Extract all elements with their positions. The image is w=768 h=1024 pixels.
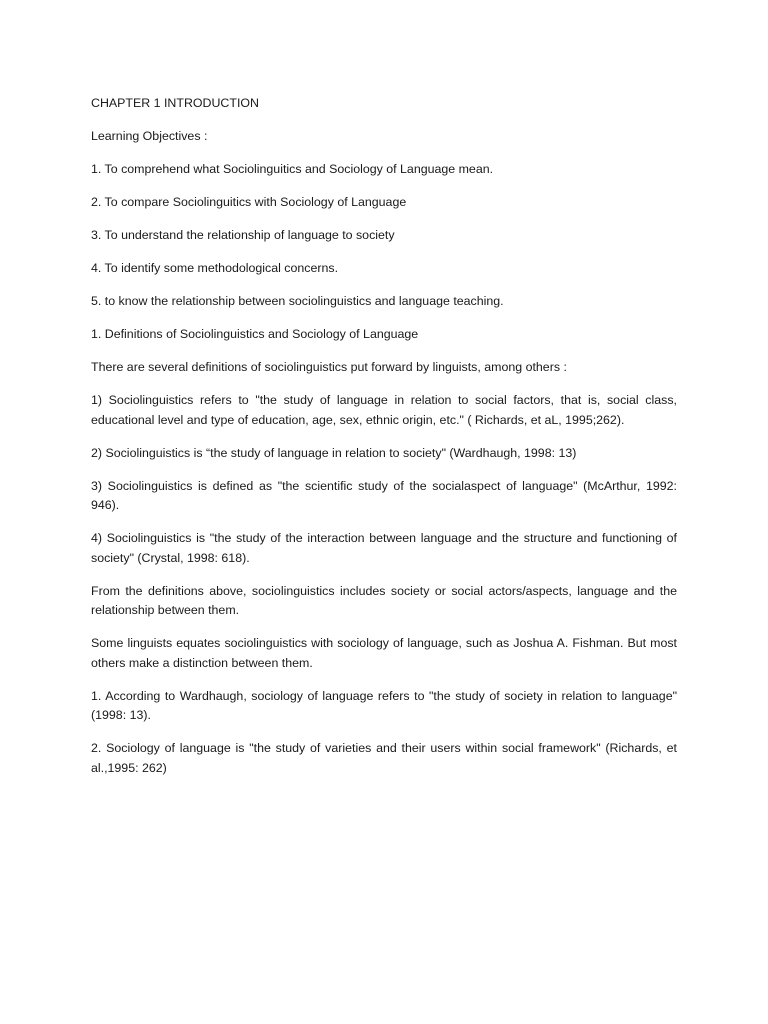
definition-3: 3) Sociolinguistics is defined as "the scientific study of the socialaspect of language" (McArthur, 1992: 946). xyxy=(91,478,677,512)
section-heading-definitions: 1. Definitions of Sociolinguistics and Sociology of Language xyxy=(91,327,419,341)
chapter-title: CHAPTER 1 INTRODUCTION xyxy=(91,96,259,110)
objective-4: 4. To identify some methodological concerns. xyxy=(91,261,339,275)
fishman-paragraph: Some linguists equates sociolinguistics with sociology of language, such as Joshua A. Fishman. But most others make a distinction between them. xyxy=(91,636,677,670)
objective-3: 3. To understand the relationship of language to society xyxy=(91,228,395,242)
document-body xyxy=(91,94,677,778)
objective-1: 1. To comprehend what Sociolinguitics and Sociology of Language mean. xyxy=(91,162,494,176)
definition-2: 2) Sociolinguistics is “the study of language in relation to society" (Wardhaugh, 1998: 13) xyxy=(91,445,577,460)
objective-2: 2. To compare Sociolinguitics with Sociology of Language xyxy=(91,195,407,209)
objective-5: 5. to know the relationship between sociolinguistics and language teaching. xyxy=(91,294,504,308)
sociology-definition-2: 2. Sociology of language is "the study of varieties and their users within social framework" (Richards, et al.,1995: 262) xyxy=(91,741,677,775)
learning-objectives-label: Learning Objectives : xyxy=(91,129,208,143)
sociology-definition-1: 1. According to Wardhaugh, sociology of language refers to "the study of society in relation to language" (1998: 13). xyxy=(91,688,677,722)
definitions-intro: There are several definitions of sociolinguistics put forward by linguists, among others : xyxy=(91,360,567,374)
definition-4: 4) Sociolinguistics is "the study of the interaction between language and the structure and functioning of society" (Crystal, 1998: 618). xyxy=(91,531,677,565)
definition-1: 1) Sociolinguistics refers to "the study of language in relation to social factors, that is, social class, educational level and type of education, age, sex, ethnic origin, etc." ( Richards, et aL, 1995;262). xyxy=(91,393,677,427)
definitions-summary: From the definitions above, sociolinguistics includes society or social actors/aspects, language and the relationship between them. xyxy=(91,583,677,617)
